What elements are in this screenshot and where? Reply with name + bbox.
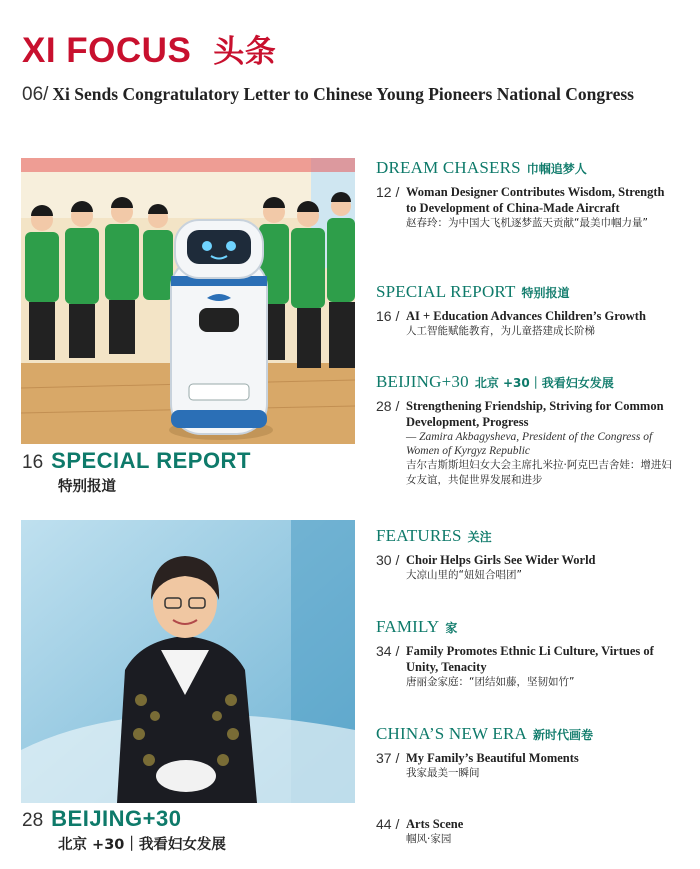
section-name-cn: 家 xyxy=(445,621,458,635)
toc-title-cn: 大凉山里的“妞妞合唱团” xyxy=(406,569,522,581)
children-with-robot-photo xyxy=(21,158,355,444)
feature-title[interactable]: BEIJING+30 xyxy=(51,806,182,831)
section-name: CHINA’S NEW ERA xyxy=(376,724,527,743)
feature-title-cn: 特别报道 xyxy=(58,479,116,495)
toc-entry[interactable] xyxy=(376,308,676,339)
section-family xyxy=(376,617,676,694)
toc-title-cn: 帼风·家园 xyxy=(406,833,452,845)
feature-beijing-plus-30[interactable] xyxy=(22,806,226,854)
toc-entry[interactable] xyxy=(376,552,676,583)
toc-page-number: 34 / xyxy=(376,643,400,659)
section-name: DREAM CHASERS xyxy=(376,158,521,177)
section-name: SPECIAL REPORT xyxy=(376,282,516,301)
feature-page-number: 28 xyxy=(22,810,44,831)
section-name: FAMILY xyxy=(376,617,440,636)
toc-page-number: 37 / xyxy=(376,750,400,766)
section-heading xyxy=(376,617,676,637)
toc-title-cn: 吉尔吉斯斯坦妇女大会主席扎米拉·阿克巴吉舍娃：增进妇女友谊，共促世界发展和进步 xyxy=(406,459,672,486)
toc-entry[interactable] xyxy=(376,643,676,690)
toc-title[interactable]: Arts Scene xyxy=(406,817,464,831)
toc-title-cn: 唐丽金家庭：“团结如藤，坚韧如竹” xyxy=(406,676,575,688)
toc-title[interactable]: Woman Designer Contributes Wisdom, Strength to Development of China-Made Aircraft xyxy=(406,185,665,215)
section-heading xyxy=(376,526,676,546)
toc-entry[interactable] xyxy=(376,184,676,231)
toc-title[interactable]: My Family’s Beautiful Moments xyxy=(406,751,579,765)
toc-entry[interactable] xyxy=(376,398,676,488)
section-heading xyxy=(376,158,676,178)
toc-title[interactable]: Family Promotes Ethnic Li Culture, Virtues of Unity, Tenacity xyxy=(406,644,654,674)
toc-page-number: 28 / xyxy=(376,398,400,414)
toc-page-number: 30 / xyxy=(376,552,400,568)
section-name-cn: 特别报道 xyxy=(521,286,570,300)
lead-story[interactable] xyxy=(22,84,634,106)
toc-title-cn: 人工智能赋能教育，为儿童搭建成长阶梯 xyxy=(406,325,595,337)
toc-title-cn: 我家最美一瞬间 xyxy=(406,767,480,779)
section-name: FEATURES xyxy=(376,526,462,545)
feature-title[interactable]: SPECIAL REPORT xyxy=(51,448,251,473)
section-name-cn: 新时代画卷 xyxy=(532,728,593,742)
toc-byline: — Zamira Akbagysheva, President of the Congress of Women of Kyrgyz Republic xyxy=(406,431,653,457)
section-features xyxy=(376,526,676,587)
lead-story-title[interactable]: Xi Sends Congratulatory Letter to Chinese Young Pioneers National Congress xyxy=(52,84,634,104)
woman-portrait-photo xyxy=(21,520,355,803)
toc-title[interactable]: AI + Education Advances Children’s Growth xyxy=(406,309,646,323)
toc-page-number: 16 / xyxy=(376,308,400,324)
feature-title-cn: 北京 +30｜我看妇女发展 xyxy=(58,837,226,853)
section-arts-scene xyxy=(376,816,676,851)
section-heading xyxy=(376,372,676,392)
toc-page-number: 12 / xyxy=(376,184,400,200)
feature-page-number: 16 xyxy=(22,452,44,473)
section-name: BEIJING+30 xyxy=(376,372,469,391)
section-beijing-plus-30 xyxy=(376,372,676,492)
section-title-cn: 头条 xyxy=(213,34,277,70)
section-name-cn: 巾帼追梦人 xyxy=(526,162,587,176)
toc-title[interactable]: Choir Helps Girls See Wider World xyxy=(406,553,596,567)
section-heading xyxy=(376,282,676,302)
section-title xyxy=(22,26,276,71)
section-name-cn: 北京 +30｜我看妇女发展 xyxy=(474,376,614,390)
toc-entry[interactable] xyxy=(376,750,676,781)
section-heading xyxy=(376,724,676,744)
toc-title[interactable]: Strengthening Friendship, Striving for Common Development, Progress xyxy=(406,399,664,429)
section-name-cn: 关注 xyxy=(467,530,492,544)
feature-special-report[interactable] xyxy=(22,448,251,496)
section-chinas-new-era xyxy=(376,724,676,785)
section-special-report xyxy=(376,282,676,343)
toc-page-number: 44 / xyxy=(376,816,400,832)
toc-title-cn: 赵春玲：为中国大飞机逐梦蓝天贡献“最美巾帼力量” xyxy=(406,217,648,229)
lead-story-page: 06/ xyxy=(22,84,49,105)
section-dream-chasers xyxy=(376,158,676,235)
toc-entry[interactable] xyxy=(376,816,676,847)
section-title-en: XI FOCUS xyxy=(22,31,192,70)
